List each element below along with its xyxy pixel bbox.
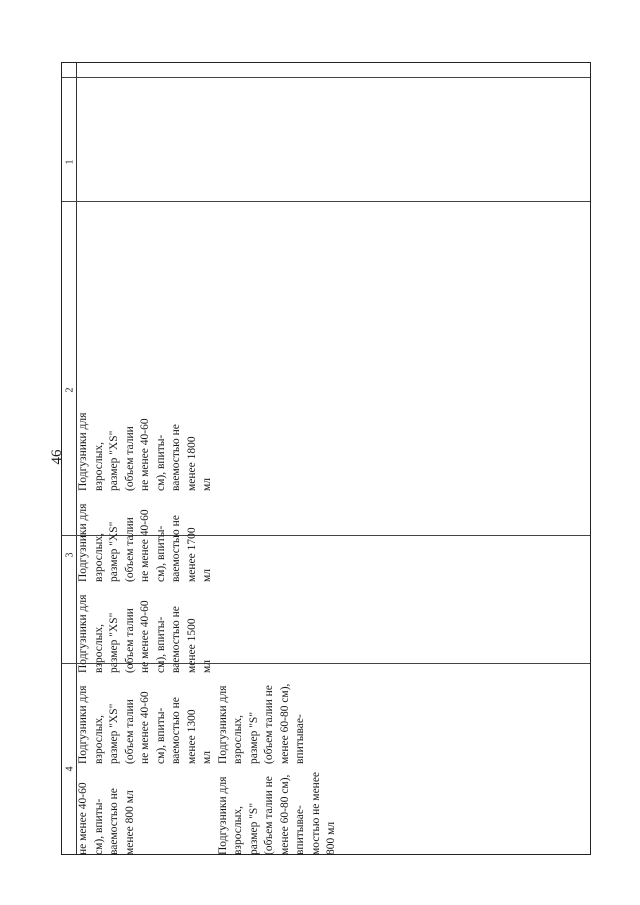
- column-number-4: 4: [64, 766, 75, 772]
- table-cell-entry: Подгузники для взрослых, размер "XS" (объем талии не менее 40-60 см), впиты- ваемостью не менее 1300 мл: [77, 685, 213, 764]
- column-number-3: 3: [64, 552, 75, 558]
- table-cell-entry: Подгузники для взрослых, размер "XS" (объем талии не менее 40-60 см), впиты- ваемостью не менее 1500 мл: [77, 594, 213, 673]
- column-2-content: [76, 323, 337, 855]
- page-number: 46: [49, 449, 65, 465]
- table-cell-entry: Подгузники для взрослых, размер "S" (объем талии не менее 60-80 см), впитывае- мостью не менее 800 мл: [216, 771, 337, 855]
- table-cell-entry: Подгузники для взрослых, размер "XS" (объем талии не менее 40-60 см), впиты- ваемостью не менее 1700 мл: [77, 503, 213, 582]
- column-divider-1-2: [62, 201, 590, 202]
- table-cell-entry: Подгузники для взрослых, размер "S" (объем талии не менее 60-80 см), впитывае-: [216, 683, 306, 764]
- header-row-divider: [62, 77, 590, 78]
- table-cell-entry: Подгузники для взрослых, размер "XS" (объем талии не менее 40-60 см), впиты- ваемостью не менее 1800 мл: [77, 412, 213, 491]
- table-cell-entry: не менее 40-60 см), впиты- ваемостью не менее 800 мл: [77, 782, 136, 855]
- column-number-1: 1: [64, 159, 75, 165]
- column-number-2: 2: [64, 387, 75, 393]
